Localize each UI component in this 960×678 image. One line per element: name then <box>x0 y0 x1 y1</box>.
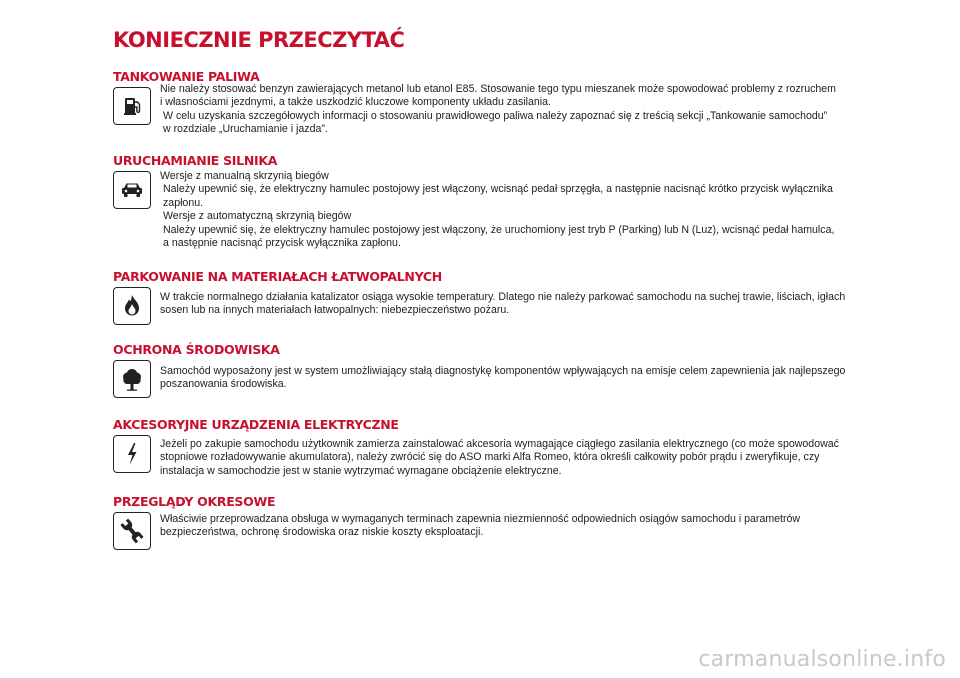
section-title: OCHRONA ŚRODOWISKA <box>113 342 280 357</box>
car-icon <box>113 171 151 209</box>
paragraph-line: Należy upewnić się, że elektryczny hamulec postojowy jest włączony, że uruchomiony jest tryb P (Parking) lub N (Luz), wcisnąć pedał hamulca, <box>163 223 835 236</box>
tree-icon <box>113 360 151 398</box>
paragraph-line: W celu uzyskania szczegółowych informacji o stosowaniu prawidłowego paliwa należy zapoznać się z treścią sekcji „Tankowanie samochodu” <box>163 109 828 122</box>
paragraph-line: w rozdziale „Uruchamianie i jazda”. <box>163 123 328 136</box>
section-electrical-accessories <box>113 418 893 478</box>
section-parking-flammable <box>113 270 893 325</box>
paragraph-line: Wersje z automatyczną skrzynią biegów <box>163 210 352 223</box>
paragraph-line: Samochód wyposażony jest w system umożliwiający stałą diagnostykę komponentów wpływających na emisje celem zapewnienia jak najlepszego <box>160 365 846 377</box>
section-refueling <box>113 70 893 137</box>
section-title: URUCHAMIANIE SILNIKA <box>113 153 278 168</box>
fuel-pump-icon <box>113 87 151 125</box>
paragraph-line: poszanowania środowiska. <box>160 378 287 391</box>
section-environment <box>113 343 893 398</box>
paragraph-line: stopniowe rozładowywanie akumulatora), należy zwrócić się do ASO marki Alfa Romeo, która określi całkowity pobór prądu i zweryfikuje, czy <box>160 451 820 464</box>
section-title: PRZEGLĄDY OKRESOWE <box>113 494 276 509</box>
paragraph-line: bezpieczeństwa, ochronę środowiska oraz niskie koszty eksploatacji. <box>160 526 484 539</box>
paragraph-line: a następnie nacisnąć przycisk wyłącznika zapłonu. <box>163 237 401 250</box>
paragraph-line: Należy upewnić się, że elektryczny hamulec postojowy jest włączony, wcisnąć pedał sprzęgła, a następnie nacisnąć krótko przycisk wyłącznika <box>163 183 833 196</box>
paragraph-line: sosen lub na innych materiałach łatwopalnych: niebezpieczeństwo pożaru. <box>160 304 510 317</box>
section-engine-start <box>113 154 893 250</box>
paragraph-line: Wersje z manualną skrzynią biegów <box>160 170 329 182</box>
paragraph-line: Nie należy stosować benzyn zawierających metanol lub etanol E85. Stosowanie tego typu mieszanek może spowodować problemy z rozruchem <box>160 83 836 95</box>
page-title: KONIECZNIE PRZECZYTAĆ <box>113 28 405 52</box>
paragraph-line: instalacja w samochodzie jest w stanie wytrzymać wymagane obciążenie elektryczne. <box>160 464 562 477</box>
paragraph-line: W trakcie normalnego działania katalizator osiąga wysokie temperatury. Dlatego nie należy parkować samochodu na suchej trawie, liściach, igłach <box>160 291 846 303</box>
section-title: TANKOWANIE PALIWA <box>113 69 260 84</box>
watermark: carmanualsonline.info <box>698 647 946 672</box>
paragraph-line: zapłonu. <box>163 196 204 209</box>
section-title: PARKOWANIE NA MATERIAŁACH ŁATWOPALNYCH <box>113 269 442 284</box>
section-title: AKCESORYJNE URZĄDZENIA ELEKTRYCZNE <box>113 417 399 432</box>
wrench-icon <box>113 512 151 550</box>
lightning-icon <box>113 435 151 473</box>
flame-icon <box>113 287 151 325</box>
paragraph-line: Właściwie przeprowadzana obsługa w wymaganych terminach zapewnia niezmienność odpowiednich osiągów samochodu i parametrów <box>160 513 801 525</box>
paragraph-line: i własnościami jezdnymi, a także uszkodzić kluczowe komponenty układu zasilania. <box>160 96 551 109</box>
section-periodic-maintenance <box>113 495 893 550</box>
paragraph-line: Jeżeli po zakupie samochodu użytkownik zamierza zainstalować akcesoria wymagające ciągłego zasilania elektrycznego (co może spowodować <box>160 438 839 450</box>
